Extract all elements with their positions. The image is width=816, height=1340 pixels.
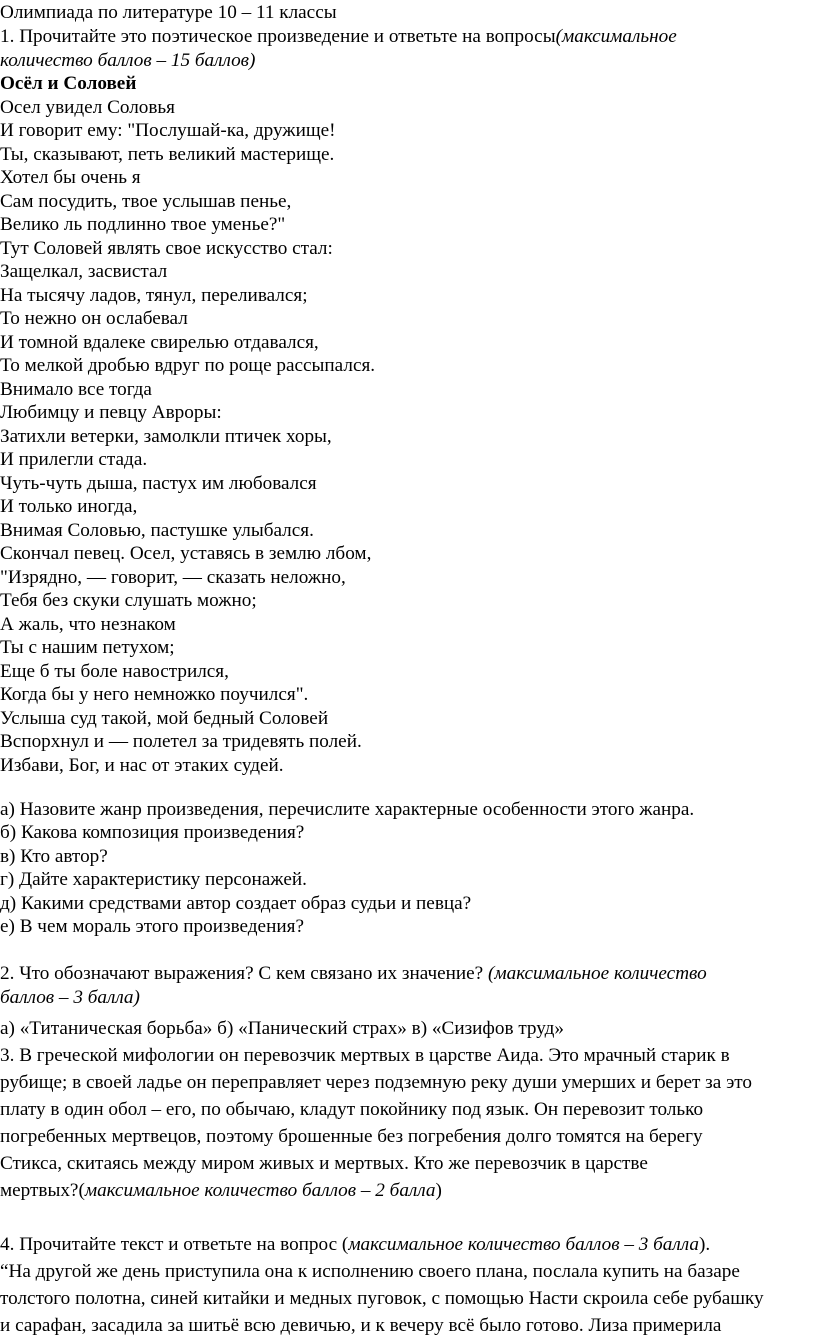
task3-line: рубище; в своей ладье он переправляет через подземную реку души умерших и берет за это [0, 1072, 753, 1093]
poem-line: Ты с нашим петухом; [0, 637, 175, 658]
question-f: е) В чем мораль этого произведения? [0, 916, 304, 937]
poem-line: То нежно он ослабевал [0, 308, 188, 329]
poem-line: А жаль, что незнаком [0, 614, 176, 635]
poem-line: Сам посудить, твое услышав пенье, [0, 191, 292, 212]
poem-line: Любимцу и певцу Авроры: [0, 402, 222, 423]
task2-prompt-line1 [0, 962, 707, 986]
poem-line: Защелкал, засвистал [0, 261, 168, 282]
task4-prompt-post: ). [698, 1234, 711, 1255]
question-b: б) Какова композиция произведения? [0, 822, 305, 843]
poem-line: Ты, сказывают, петь великий мастерище. [0, 144, 335, 165]
task3-last-post: ) [435, 1180, 442, 1201]
poem-line: Избави, Бог, и нас от этаких судей. [0, 755, 284, 776]
poem-line: И прилегли стада. [0, 449, 148, 470]
poem-line: И говорит ему: "Послушай-ка, дружище! [0, 120, 336, 141]
poem-line: На тысячу ладов, тянул, переливался; [0, 285, 308, 306]
task1-prompt-line1 [0, 25, 677, 49]
task2-items: а) «Титаническая борьба» б) «Панический страх» в) «Сизифов труд» [0, 1018, 565, 1039]
poem-line: Чуть-чуть дыша, пастух им любовался [0, 473, 317, 494]
task2-points-b: баллов – 3 балла) [0, 987, 140, 1008]
task4-prompt-line [0, 1233, 710, 1257]
poem-line: Тут Соловей являть свое искусство стал: [0, 238, 333, 259]
poem-line: И томной вдалеке свирелью отдавался, [0, 332, 319, 353]
poem-line: Еще б ты боле навострился, [0, 661, 229, 682]
task2-points-a: (максимальное количество [488, 963, 707, 984]
task3-last-line [0, 1179, 442, 1203]
poem-line: Скончал певец. Осел, уставясь в землю лбом, [0, 543, 372, 564]
question-c: в) Кто автор? [0, 846, 108, 867]
poem-line: И только иногда, [0, 496, 138, 517]
poem-line: Тебя без скуки слушать можно; [0, 590, 257, 611]
poem-line: Услыша суд такой, мой бедный Соловей [0, 708, 329, 729]
poem-line: Внимая Соловью, пастушке улыбался. [0, 520, 314, 541]
poem-line: Внимало все тогда [0, 379, 152, 400]
olympiad-title: Олимпиада по литературе 10 – 11 классы [0, 2, 337, 23]
task3-line: плату в один обол – его, по обычаю, кладут покойнику под язык. Он перевозит только [0, 1099, 704, 1120]
task4-prompt: 4. Прочитайте текст и ответьте на вопрос ( [0, 1234, 349, 1255]
poem-line: Велико ль подлинно твое уменье?" [0, 214, 286, 235]
task4-points: максимальное количество баллов – 3 балла [348, 1234, 699, 1255]
poem-line: Затихли ветерки, замолкли птичек хоры, [0, 426, 332, 447]
task1-points-b: количество баллов – 15 баллов) [0, 50, 256, 71]
task1-points-a: (максимальное [555, 26, 677, 47]
poem-line: Когда бы у него немножко поучился". [0, 684, 309, 705]
poem-line: "Изрядно, — говорит, — сказать неложно, [0, 567, 346, 588]
task3-line: Стикса, скитаясь между миром живых и мертвых. Кто же перевозчик в царстве [0, 1153, 648, 1174]
task3-last-pre: мертвых?( [0, 1180, 85, 1201]
question-e: д) Какими средствами автор создает образ судьи и певца? [0, 893, 472, 914]
task3-points: максимальное количество баллов – 2 балла [84, 1180, 436, 1201]
poem-line: То мелкой дробью вдруг по роще рассыпался. [0, 355, 376, 376]
poem-title: Осёл и Соловей [0, 73, 137, 94]
poem-line: Хотел бы очень я [0, 167, 141, 188]
task2-prompt: 2. Что обозначают выражения? С кем связано их значение? [0, 963, 488, 984]
task4-line: “На другой же день приступила она к исполнению своего плана, послала купить на базаре [0, 1261, 740, 1282]
task4-line: толстого полотна, синей китайки и медных пуговок, с помощью Насти скроила себе рубашку [0, 1288, 764, 1309]
task4-line: и сарафан, засадила за шитьё всю девичью, и к вечеру всё было готово. Лиза примерила [0, 1315, 722, 1336]
task3-line: 3. В греческой мифологии он перевозчик мертвых в царстве Аида. Это мрачный старик в [0, 1045, 730, 1066]
poem-line: Осел увидел Соловья [0, 97, 176, 118]
poem-line: Вспорхнул и — полетел за тридевять полей. [0, 731, 362, 752]
task1-prompt: 1. Прочитайте это поэтическое произведение и ответьте на вопросы [0, 26, 556, 47]
task3-line: погребенных мертвецов, поэтому брошенные без погребения долго томятся на берегу [0, 1126, 703, 1147]
question-a: а) Назовите жанр произведения, перечислите характерные особенности этого жанра. [0, 799, 695, 820]
question-d: г) Дайте характеристику персонажей. [0, 869, 307, 890]
